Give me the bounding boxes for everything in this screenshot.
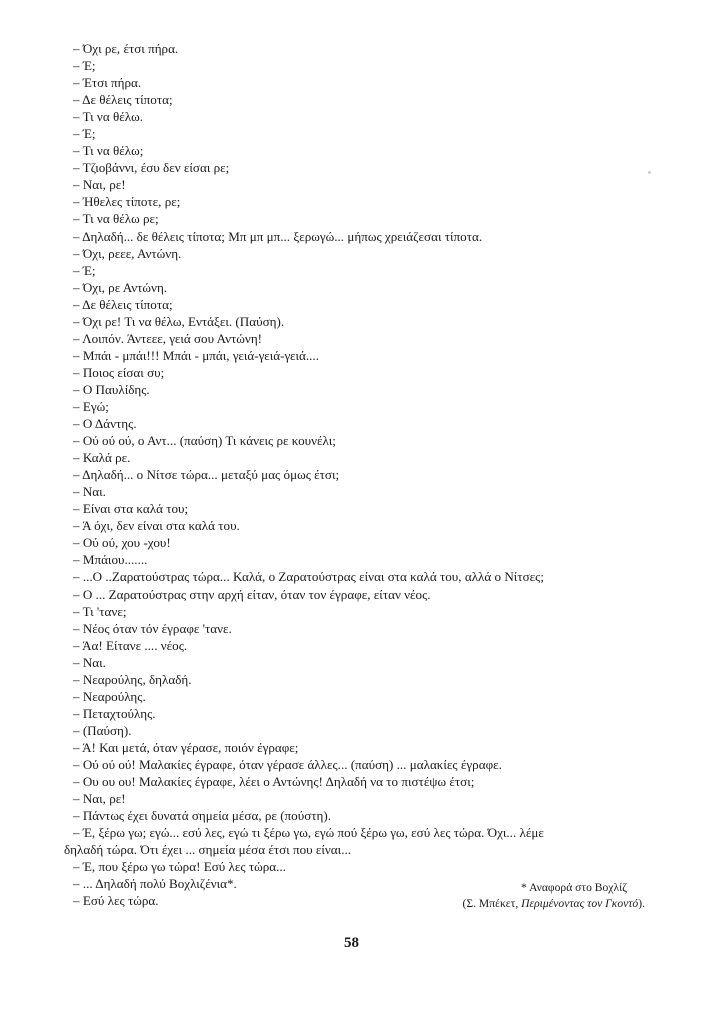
dialogue-line: – Ο Δάντης. [73, 416, 137, 432]
dialogue-line: – Ο ... Ζαρατούστρας στην αρχή είταν, όταν τον έγραφε, είταν νέος. [73, 586, 431, 602]
dialogue-line: – Ά! Και μετά, όταν γέρασε, ποιόν έγραφε; [73, 739, 299, 755]
dialogue-line: – Ποιος είσαι συ; [73, 364, 165, 380]
dialogue-line: – Ά όχι, δεν είναι στα καλά του. [73, 518, 240, 534]
dialogue-line: – Ναι. [73, 484, 106, 500]
footnote-citation [463, 896, 645, 912]
footnote-citation-title: Περιμένοντας τον Γκοντό [521, 897, 639, 910]
dialogue-line: – Δε θέλεις τίποτα; [73, 92, 173, 108]
dialogue-line: – Ήθελες τίποτε, ρε; [73, 194, 181, 210]
dialogue-line: – Ου ου ου! Μαλακίες έγραφε, λέει ο Αντώνης! Δηλαδή να το πιστέψω έτσι; [73, 774, 475, 790]
dialogue-line: – Τι να θέλω; [73, 143, 144, 159]
dialogue-line: – Νεαρούλης. [73, 688, 146, 704]
dialogue-line: – Μπάιου....... [73, 552, 148, 568]
dialogue-line: – Νέος όταν τόν έγραφε 'τανε. [73, 620, 232, 636]
dialogue-line: – Εσύ λες τώρα. [73, 893, 159, 909]
dialogue-line: – Όχι, ρεεε, Αντώνη. [73, 245, 182, 261]
dialogue-line: – Όχι ρε, έτσι πήρα. [73, 41, 179, 56]
page-number: 58 [344, 935, 359, 951]
dialogue-line: – Όχι ρε! Τι να θέλω, Εντάξει. (Παύση). [73, 313, 285, 329]
dialogue-line: – Λοιπόν. Άντεεε, γειά σου Αντώνη! [73, 330, 263, 346]
dialogue-line: – Τι να θέλω ρε; [73, 211, 159, 227]
dialogue-line: – Μπάι - μπάι!!! Μπάι - μπάι, γειά-γειά-γειά.... [73, 347, 319, 363]
dialogue-line: – Δηλαδή... ο Νίτσε τώρα... μεταξύ μας όμως έτσι; [73, 467, 340, 483]
dialogue-line: – Έ; [73, 262, 96, 278]
dialogue-line: – Νεαρούλης, δηλαδή. [73, 671, 192, 687]
dialogue-line: – Έ, που ξέρω γω τώρα! Εσύ λες τώρα... [73, 859, 286, 875]
dialogue-line: – Έ; [73, 126, 96, 142]
dialogue-line: – Έ, ξέρω γω; εγώ... εσύ λες, εγώ τι ξέρω γω, εγώ πού ξέρω γω, εσύ λες τώρα. Όχι... λέμε [73, 825, 544, 841]
dialogue-line: – Ναι. [73, 654, 106, 670]
dialogue-line: – Καλά ρε. [73, 450, 131, 466]
dialogue-line: – Τζιοβάννι, έσυ δεν είσαι ρε; [73, 160, 230, 176]
dialogue-line: – Έτσι πήρα. [73, 75, 142, 91]
footnote-citation-suffix: ). [638, 897, 645, 910]
dialogue-line: – Ού ού ού, ο Αντ... (παύση) Τι κάνεις ρε κουνέλι; [73, 433, 336, 449]
dialogue-line: – Τι να θέλω. [73, 109, 143, 125]
dialogue-line: – (Παύση). [73, 722, 132, 738]
dialogue-block [64, 40, 673, 909]
footnote [463, 880, 645, 912]
dialogue-line-continuation: δηλαδή τώρα. Ότι έχει ... σημεία μέσα έτσι που είναι... [64, 842, 352, 858]
footnote-citation-prefix: (Σ. Μπέκετ, [462, 897, 522, 910]
footnote-reference: * Αναφορά στο Βοχλίζ [521, 881, 627, 894]
dialogue-line: – Ναι, ρε! [73, 791, 126, 807]
dialogue-line: – Τι 'τανε; [73, 603, 127, 619]
dialogue-line: – Άα! Είτανε .... νέος. [73, 637, 188, 653]
dialogue-line: – Πεταχτούλης. [73, 705, 156, 721]
dialogue-line: – Ναι, ρε! [73, 177, 126, 193]
dialogue-line: – ...Ο ..Ζαρατούστρας τώρα... Καλά, ο Ζαρατούστρας είναι στα καλά του, αλλά ο Νίτσες; [73, 569, 544, 585]
dialogue-line: – ... Δηλαδή πολύ Βοχλιζένια*. [73, 876, 237, 892]
dialogue-line: – Ού ού, χου -χου! [73, 535, 171, 551]
dialogue-line: – Εγώ; [73, 398, 109, 414]
dialogue-line: – Πάντως έχει δυνατά σημεία μέσα, ρε (πούστη). [73, 808, 332, 824]
dialogue-line: – Είναι στα καλά του; [73, 501, 189, 517]
dialogue-line: – Δηλαδή... δε θέλεις τίποτα; Μπ μπ μπ... ξερωγώ... μήπως χρειάζεσαι τίποτα. [73, 228, 483, 244]
dialogue-line: – Ο Παυλίδης. [73, 381, 150, 397]
dialogue-line: – Έ; [73, 58, 96, 74]
dialogue-line: – Όχι, ρε Αντώνη. [73, 279, 168, 295]
dialogue-line: – Δε θέλεις τίποτα; [73, 296, 173, 312]
dialogue-line: – Ού ού ού! Μαλακίες έγραφε, όταν γέρασε άλλες... (παύση) ... μαλακίες έγραφε. [73, 756, 502, 772]
